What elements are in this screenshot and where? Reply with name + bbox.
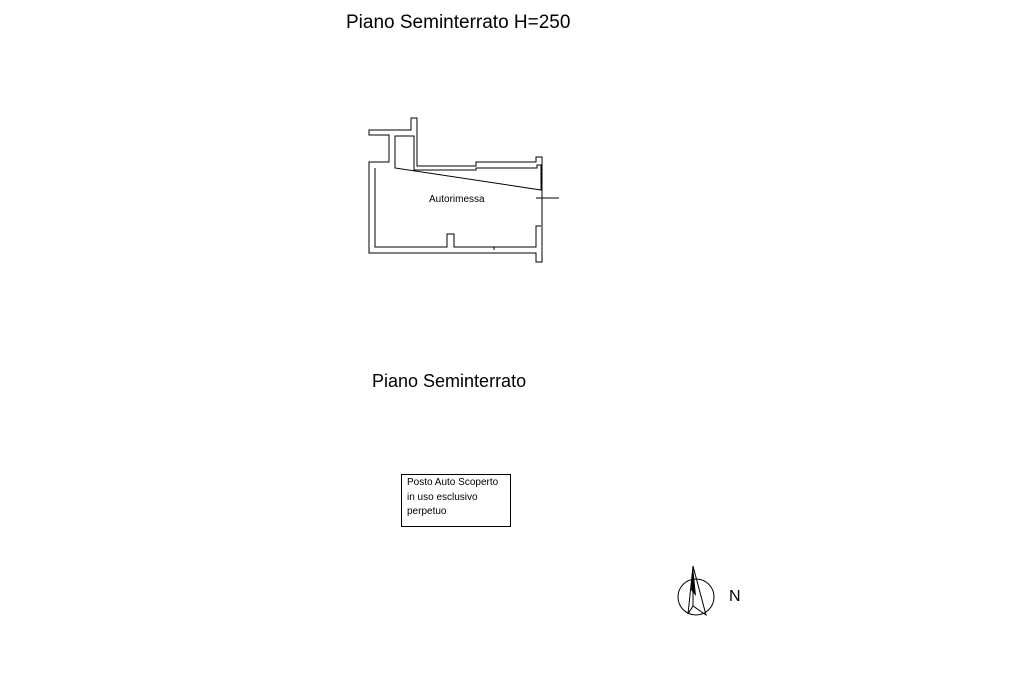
inner-wall <box>375 136 541 247</box>
parking-note-box <box>401 474 511 527</box>
parking-note-line: in uso esclusivo <box>407 491 478 503</box>
room-label-autorimessa: Autorimessa <box>429 194 485 205</box>
north-label: N <box>729 588 741 605</box>
parking-note-line: Posto Auto Scoperto <box>407 477 499 488</box>
parking-note-line: perpetuo <box>407 506 447 517</box>
north-arrow-icon <box>674 562 724 620</box>
floor-title: Piano Seminterrato <box>372 371 527 391</box>
floor-title-height: Piano Seminterrato H=250 <box>346 12 571 33</box>
